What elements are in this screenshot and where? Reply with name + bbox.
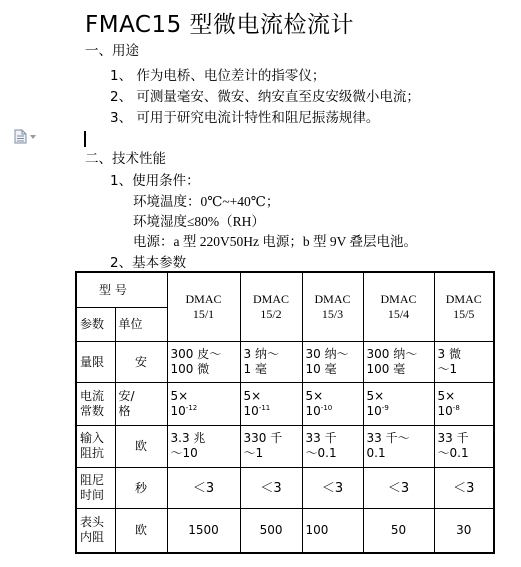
text-cursor [84,131,86,147]
section-heading-usage: 一、用途 [85,43,139,59]
model-header: 型 号 [76,272,167,308]
document-icon [14,129,27,144]
section-heading-specs: 二、技术性能 [85,151,166,167]
model-cell: DMAC 15/2 [240,272,302,342]
value-cell: 3.3 兆 ～10 [167,425,240,468]
usage-item-1: 1、 作为电桥、电位差计的指零仪； [110,68,326,84]
condition-humidity: 环境湿度≤80%（RH） [133,214,265,229]
condition-temperature: 环境温度：0℃~+40℃； [133,194,280,209]
param-cell: 表头 内阻 [76,508,115,553]
parameters-heading: 2、基本参数 [110,255,187,271]
value-cell: 5× $10^{-11}$ [240,383,302,426]
value-cell: 5× $10^{-10}$ [302,383,363,426]
model-cell: DMAC 15/4 [363,272,434,342]
value-cell: 500 [240,508,302,553]
value-cell: 33 千～ 0.1 [363,425,434,468]
value-cell: 5× $10^{-8}$ [434,383,494,426]
unit-cell: 欧 [115,425,167,468]
chevron-down-icon [30,135,36,139]
value-cell: 3 纳～ 1 毫 [240,342,302,383]
unit-cell: 秒 [115,468,167,509]
page-icon[interactable] [14,129,36,144]
value-cell: 5× $10^{-9}$ [363,383,434,426]
param-header: 参数 [76,308,115,342]
unit-cell: 安/ 格 [115,383,167,426]
param-cell: 阻尼 时间 [76,468,115,509]
model-cell: DMAC 15/1 [167,272,240,342]
document-title: FMAC15 型微电流检流计 [85,12,355,38]
value-cell: ＜3 [302,468,363,509]
value-cell: 300 皮～ 100 微 [167,342,240,383]
value-cell: 33 千 ～0.1 [434,425,494,468]
value-cell: 5× $10^{-12}$ [167,383,240,426]
table-row [76,342,494,383]
unit-cell: 安 [115,342,167,383]
value-cell: ＜3 [240,468,302,509]
table-row [76,425,494,468]
table-row [76,383,494,426]
parameters-table [75,271,495,554]
value-cell: 100 [302,508,363,553]
table-row [76,272,494,308]
table-row [76,508,494,553]
param-cell: 电流 常数 [76,383,115,426]
usage-item-2: 2、 可测量毫安、微安、纳安直至皮安级微小电流； [110,89,420,105]
unit-header: 单位 [115,308,167,342]
model-cell: DMAC 15/5 [434,272,494,342]
value-cell: ＜3 [434,468,494,509]
value-cell: 30 纳～ 10 毫 [302,342,363,383]
value-cell: 300 纳～ 100 毫 [363,342,434,383]
value-cell: 30 [434,508,494,553]
value-cell: 3 微 ～1 [434,342,494,383]
value-cell: 50 [363,508,434,553]
value-cell: ＜3 [363,468,434,509]
model-cell: DMAC 15/3 [302,272,363,342]
condition-power: 电源：a 型 220V50Hz 电源；b 型 9V 叠层电池。 [133,234,417,249]
value-cell: ＜3 [167,468,240,509]
table-row [76,468,494,509]
unit-cell: 欧 [115,508,167,553]
param-cell: 输入 阻抗 [76,425,115,468]
value-cell: 33 千 ～0.1 [302,425,363,468]
value-cell: 330 千 ～1 [240,425,302,468]
value-cell: 1500 [167,508,240,553]
conditions-heading: 1、使用条件： [110,173,200,189]
param-cell: 量限 [76,342,115,383]
usage-item-3: 3、 可用于研究电流计特性和阻尼振荡规律。 [110,110,380,126]
